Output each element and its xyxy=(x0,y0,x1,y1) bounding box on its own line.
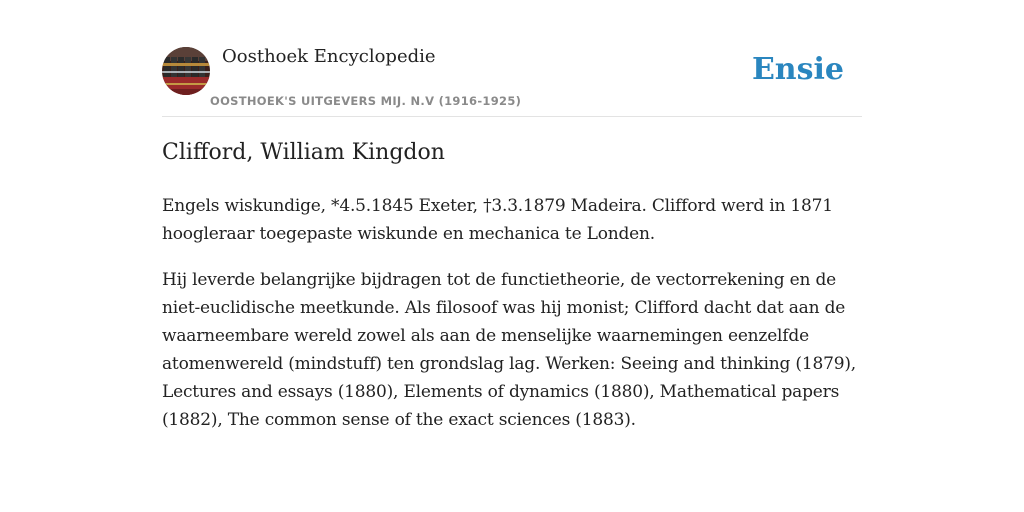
source-subtitle: OOSTHOEK'S UITGEVERS MIJ. N.V (1916-1925) xyxy=(210,94,522,108)
article-body xyxy=(162,192,862,452)
article-paragraph: Engels wiskundige, *4.5.1845 Exeter, †3.3.1879 Madeira. Clifford werd in 1871 hoogleraar toegepaste wiskunde en mechanica te Londen. xyxy=(162,196,833,244)
source-header xyxy=(162,46,862,117)
encyclopedia-books-icon xyxy=(162,47,210,95)
source-title[interactable]: Oosthoek Encyclopedie xyxy=(222,46,436,67)
article-title: Clifford, William Kingdon xyxy=(162,140,445,165)
source-avatar[interactable] xyxy=(162,47,210,95)
brand-logo[interactable]: Ensie xyxy=(751,52,844,87)
article-paragraph: Hij leverde belangrijke bijdragen tot de functietheorie, de vectorrekening en de niet-euclidische meetkunde. Als filosoof was hij monist; Clifford dacht dat aan de waarneembare wereld zowel als aan de menselijke waarnemingen eenzelfde atomenwereld (mindstuff) ten grondslag lag. Werken: Seeing and thinking (1879), Lectures and essays (1880), Elements of dynamics (1880), Mathematical papers (1882), The common sense of the exact sciences (1883). xyxy=(162,270,856,430)
